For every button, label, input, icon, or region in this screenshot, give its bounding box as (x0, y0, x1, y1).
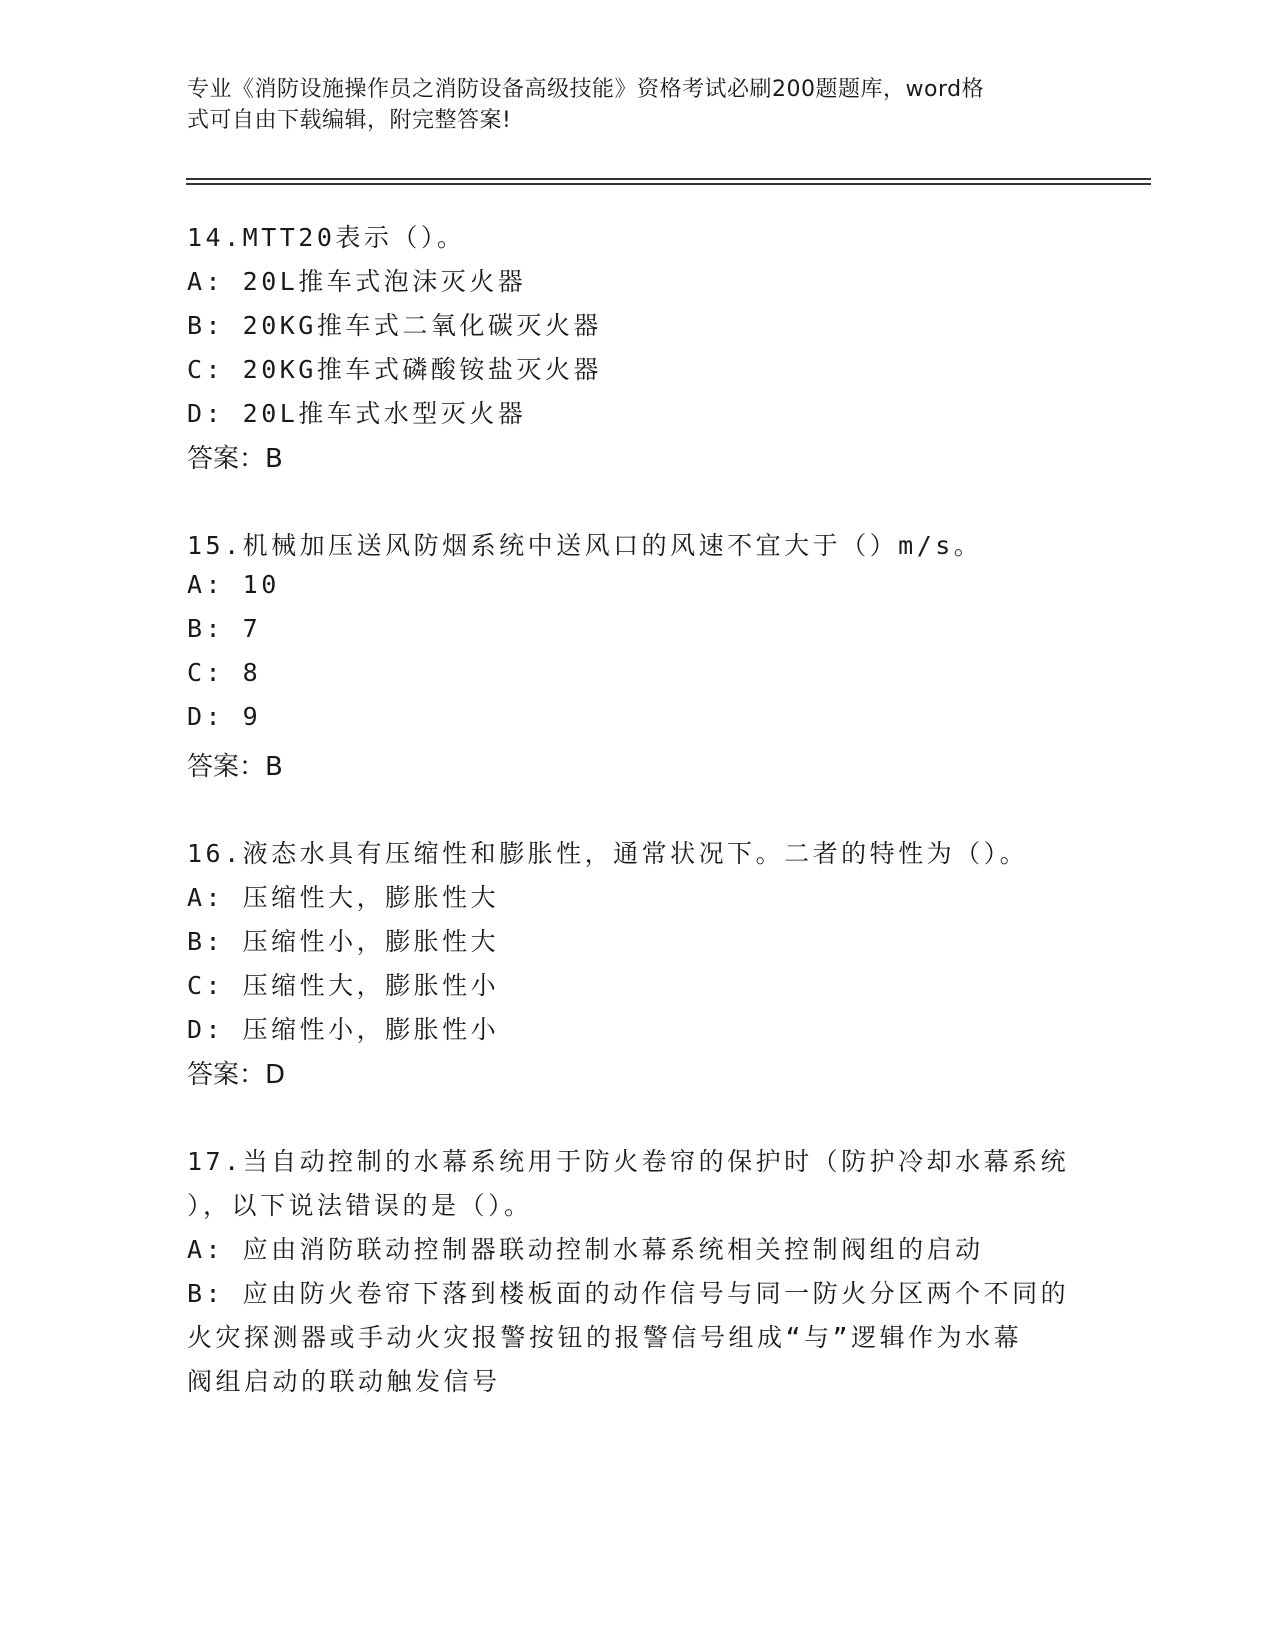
answer-option: D: 20L推车式水型灭火器 (187, 399, 527, 428)
answer-option: B: 7 (187, 614, 262, 643)
header-divider-bottom (186, 183, 1151, 185)
question-stem: 17.当自动控制的水幕系统用于防火卷帘的保护时（防护冷却水幕系统 (187, 1147, 1070, 1176)
answer-option: C: 压缩性大，膨胀性小 (187, 971, 500, 1000)
question-stem: 14.MTT20表示（）。 (187, 223, 466, 252)
answer-option: B: 20KG推车式二氧化碳灭火器 (187, 311, 602, 340)
answer-option: C: 20KG推车式磷酸铵盐灭火器 (187, 355, 602, 384)
header-line-2: 式可自由下载编辑，附完整答案! (187, 108, 512, 133)
header-line-1: 专业《消防设施操作员之消防设备高级技能》资格考试必刷200题题库，word格 (187, 77, 985, 102)
question-stem: 16.液态水具有压缩性和膨胀性，通常状况下。二者的特性为（）。 (187, 839, 1029, 868)
document-header (187, 74, 1067, 136)
answer-option: D: 压缩性小，膨胀性小 (187, 1015, 500, 1044)
answer-key: 答案：D (187, 1060, 286, 1090)
header-divider-top (186, 178, 1151, 180)
answer-option: 阀组启动的联动触发信号 (187, 1367, 501, 1396)
answer-option: C: 8 (187, 658, 262, 687)
answer-option: A: 10 (187, 570, 280, 599)
answer-option: A: 20L推车式泡沫灭火器 (187, 267, 527, 296)
answer-option: A: 应由消防联动控制器联动控制水幕系统相关控制阀组的启动 (187, 1235, 984, 1264)
answer-key: 答案：B (187, 444, 283, 474)
answer-option: 火灾探测器或手动火灾报警按钮的报警信号组成“与”逻辑作为水幕 (187, 1323, 1023, 1352)
answer-option: D: 9 (187, 702, 262, 731)
answer-option: B: 压缩性小，膨胀性大 (187, 927, 500, 956)
question-stem: 15.机械加压送风防烟系统中送风口的风速不宜大于（）m/s。 (187, 531, 983, 560)
answer-option: A: 压缩性大，膨胀性大 (187, 883, 500, 912)
answer-option: B: 应由防火卷帘下落到楼板面的动作信号与同一防火分区两个不同的 (187, 1279, 1070, 1308)
question-stem: ），以下说法错误的是（）。 (187, 1191, 533, 1220)
answer-key: 答案：B (187, 752, 283, 782)
